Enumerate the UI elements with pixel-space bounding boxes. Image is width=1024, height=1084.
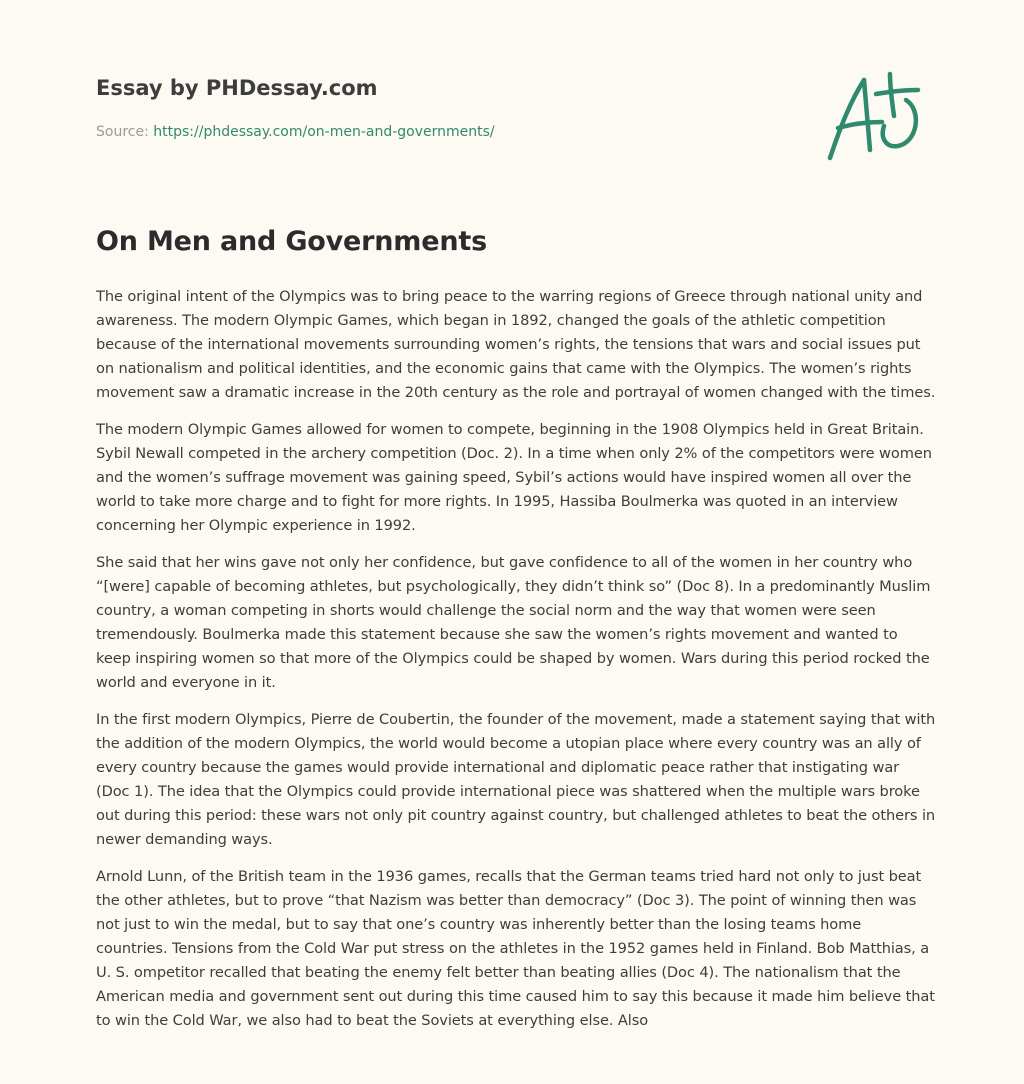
source-label: Source: [96,124,154,140]
site-brand: Essay by PHDessay.com [96,76,378,100]
essay-paragraph: Arnold Lunn, of the British team in the 1936 games, recalls that the German teams tried hard not only to just beat the other athletes, but to prove “that Nazism was better than democracy” (Doc 3). The point of winning then was not just to win the medal, but to say that one’s country was inherently better than the losing teams home countries. Tensions from the Cold War put stress on the athletes in the 1952 games held in Finland. Bob Matthias, a U. S. ompetitor recalled that beating the enemy felt better than beating allies (Doc 4). The nationalism that the American media and government sent out during this time caused him to say this because it made him believe that to win the Cold War, we also had to beat the Soviets at everything else. Also [96,868,935,1029]
source-link[interactable]: https://phdessay.com/on-men-and-governments/ [153,124,495,140]
essay-paragraph: In the first modern Olympics, Pierre de Coubertin, the founder of the movement, made a statement saying that with the addition of the modern Olympics, the world would become a utopian place where every country was an ally of every country because the games would provide international and diplomatic peace rather that instigating war (Doc 1). The idea that the Olympics could provide international piece was shattered when the multiple wars broke out during this period: these wars not only pit country against country, but challenged athletes to beat the others in newer demanding ways. [96,711,936,848]
essay-title: On Men and Governments [96,226,487,257]
essay-paragraph: The modern Olympic Games allowed for women to compete, beginning in the 1908 Olympics held in Great Britain. Sybil Newall competed in the archery competition (Doc. 2). In a time when only 2% of the competitors were women and the women’s suffrage movement was gaining speed, Sybil’s actions would have inspired women all over the world to take more charge and to fight for more rights. In 1995, Hassiba Boulmerka was quoted in an interview concerning her Olympic experience in 1992. [96,421,932,534]
essay-paragraph: The original intent of the Olympics was to bring peace to the warring regions of Greece through national unity and awareness. The modern Olympic Games, which began in 1892, changed the goals of the athletic competition because of the international movements surrounding women’s rights, the tensions that wars and social issues put on nationalism and political identities, and the economic gains that came with the Olympics. The women’s rights movement saw a dramatic increase in the 20th century as the role and portrayal of women changed with the times. [96,288,936,401]
a-plus-logo-icon [822,66,926,166]
source-line [96,124,495,140]
essay-body [96,285,936,1046]
essay-paragraph: She said that her wins gave not only her confidence, but gave confidence to all of the women in her country who “[were] capable of becoming athletes, but psychologically, they didn’t think so” (Doc 8). In a predominantly Muslim country, a woman competing in shorts would challenge the social norm and the way that women were seen tremendously. Boulmerka made this statement because she saw the women’s rights movement and wanted to keep inspiring women so that more of the Olympics could be shaped by women. Wars during this period rocked the world and everyone in it. [96,554,931,691]
